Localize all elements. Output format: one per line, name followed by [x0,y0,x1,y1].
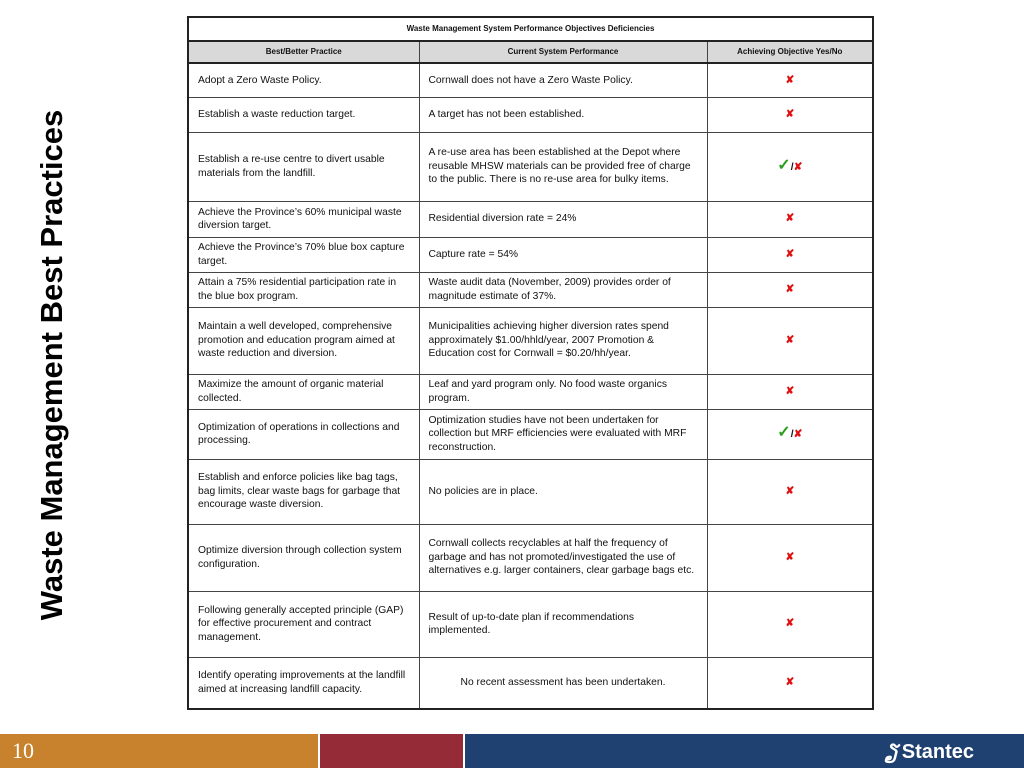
cross-icon: ✘ [785,677,795,688]
table-row [188,307,873,374]
performance-cell: Cornwall does not have a Zero Waste Policy. [419,63,707,97]
status-cell [707,132,873,201]
performance-cell: Optimization studies have not been undertaken for collection but MRF efficiencies were evaluated with MRF reconstruction. [419,409,707,459]
practice-cell: Optimize diversion through collection system configuration. [188,524,419,591]
cross-icon: ✘ [785,213,795,225]
practice-cell: Establish and enforce policies like bag tags, bag limits, clear waste bags for garbage that encourage waste diversion. [188,459,419,524]
status-cell [707,237,873,272]
performance-cell: No recent assessment has been undertaken. [419,657,707,709]
cross-icon: ✘ [785,618,795,630]
cross-icon: ✘ [785,108,795,120]
separator: / [790,161,794,173]
cross-icon: ✘ [785,334,795,346]
table-row [188,132,873,201]
table-row [188,409,873,459]
practice-cell: Achieve the Province’s 70% blue box capture target. [188,237,419,272]
cross-icon: ✘ [785,385,795,397]
status-cell [707,591,873,657]
performance-cell: A target has not been established. [419,97,707,132]
table-row [188,272,873,307]
cross-icon: ✘ [785,485,795,497]
performance-cell: Municipalities achieving higher diversion rates spend approximately $1.00/hhld/year, 2007 Promotion & Education cost for Cornwall = $0.20/hh/year. [419,307,707,374]
performance-cell: Leaf and yard program only. No food waste organics program. [419,374,707,409]
practice-cell: Establish a waste reduction target. [188,97,419,132]
table-row [188,97,873,132]
status-cell [707,374,873,409]
slide-title: Waste Management Best Practices [34,109,69,621]
header-achieving: Achieving Objective Yes/No [707,41,873,63]
status-cell [707,409,873,459]
status-cell [707,97,873,132]
table-row [188,524,873,591]
cross-icon: ✘ [785,74,795,86]
performance-cell: Capture rate = 54% [419,237,707,272]
practice-cell: Maintain a well developed, comprehensive promotion and education program aimed at waste reduction and diversion. [188,307,419,374]
performance-cell: Residential diversion rate = 24% [419,201,707,237]
status-cell [707,459,873,524]
separator: / [790,429,794,441]
table-row [188,374,873,409]
practice-cell: Optimization of operations in collections and processing. [188,409,419,459]
performance-cell: No policies are in place. [419,459,707,524]
cross-icon: ✘ [793,161,803,173]
page-number: 10 [12,738,34,763]
table-row [188,657,873,709]
footer-red-segment [320,734,463,768]
status-cell [707,657,873,709]
stantec-logo: ຽ Stantec [884,741,974,763]
practice-cell: Adopt a Zero Waste Policy. [188,63,419,97]
performance-cell: Waste audit data (November, 2009) provides order of magnitude estimate of 37%. [419,272,707,307]
practice-cell: Achieve the Province’s 60% municipal waste diversion target. [188,201,419,237]
table-row [188,459,873,524]
status-cell [707,201,873,237]
footer-orange-segment [0,734,318,768]
deficiencies-table [187,16,874,710]
table-title: Waste Management System Performance Objectives Deficiencies [188,17,873,41]
cross-icon: ✘ [785,283,795,295]
practice-cell: Attain a 75% residential participation rate in the blue box program. [188,272,419,307]
header-practice: Best/Better Practice [188,41,419,63]
table-row [188,63,873,97]
status-cell [707,63,873,97]
status-cell [707,524,873,591]
cross-icon: ✘ [785,248,795,260]
practice-cell: Identify operating improvements at the landfill aimed at increasing landfill capacity. [188,657,419,709]
practice-cell: Establish a re-use centre to divert usable materials from the landfill. [188,132,419,201]
performance-cell: Cornwall collects recyclables at half the frequency of garbage and has not promoted/investigated the use of alternatives e.g. larger containers, clear garbage bags etc. [419,524,707,591]
status-cell [707,307,873,374]
performance-cell: Result of up-to-date plan if recommendations implemented. [419,591,707,657]
table-row [188,591,873,657]
status-cell [707,272,873,307]
cross-icon: ✘ [785,551,795,563]
table-row [188,237,873,272]
practice-cell: Maximize the amount of organic material collected. [188,374,419,409]
check-icon: ✓ [777,424,791,442]
check-icon: ✓ [777,156,791,174]
performance-cell: A re-use area has been established at the Depot where reusable MHSW materials can be provided free of charge to the public. There is no re-use area for bulky items. [419,132,707,201]
header-performance: Current System Performance [419,41,707,63]
stantec-logo-icon: ຽ [884,741,898,763]
table-row [188,201,873,237]
footer-bar [0,734,1024,768]
cross-icon: ✘ [793,429,803,441]
practice-cell: Following generally accepted principle (GAP) for effective procurement and contract management. [188,591,419,657]
